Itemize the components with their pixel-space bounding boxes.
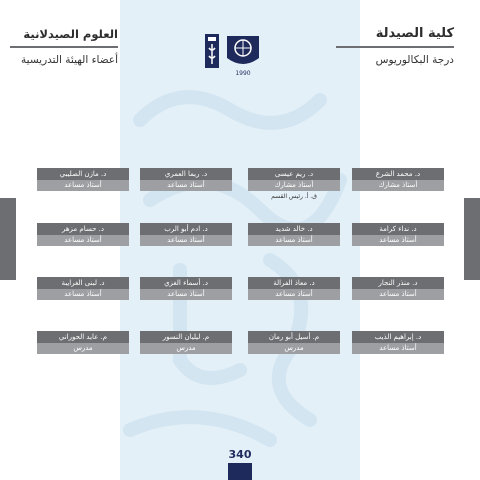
staff-card (352, 277, 444, 300)
staff-card (248, 223, 340, 246)
staff-title: أستاذ مساعد (248, 289, 340, 300)
staff-title: أستاذ مساعد (352, 289, 444, 300)
staff-title: أستاذ مساعد (140, 180, 232, 191)
staff-title: أستاذ مساعد (248, 235, 340, 246)
section-title: أعضاء الهيئة التدريسية (21, 54, 118, 66)
staff-title: أستاذ مساعد (352, 343, 444, 354)
department-divider (10, 46, 118, 48)
calligraphy-watermark (120, 60, 360, 460)
staff-name: د. منذر النجار (352, 277, 444, 289)
staff-card (248, 331, 340, 354)
staff-card (352, 223, 444, 246)
staff-name: د. معاذ الفرالة (248, 277, 340, 289)
staff-title: أستاذ مساعد (37, 235, 129, 246)
staff-name: د. نداء كرامة (352, 223, 444, 235)
staff-card (140, 331, 232, 354)
staff-card (37, 331, 129, 354)
page-number-bar (228, 463, 252, 480)
staff-name: د. ريما العمري (140, 168, 232, 180)
staff-name: د. أسماء الغزي (140, 277, 232, 289)
staff-name: م. عايد الحوراني (37, 331, 129, 343)
staff-title: أستاذ مساعد (37, 180, 129, 191)
staff-title: أستاذ مساعد (140, 289, 232, 300)
staff-card (140, 168, 232, 191)
staff-title: أستاذ مساعد (140, 235, 232, 246)
staff-title: أستاذ مشارك (352, 180, 444, 191)
staff-name: د. خالد شديد (248, 223, 340, 235)
staff-card (248, 277, 340, 300)
faculty-divider (336, 46, 454, 48)
department-header (10, 26, 118, 67)
staff-title: أستاذ مساعد (37, 289, 129, 300)
staff-card (140, 277, 232, 300)
university-logo (201, 26, 279, 76)
staff-name: د. محمد الشرع (352, 168, 444, 180)
staff-title: مدرس (140, 343, 232, 354)
logo-year: 1990 (235, 70, 251, 76)
faculty-header (336, 26, 454, 67)
left-side-tab (0, 198, 16, 280)
staff-name: د. مازن الصليبي (37, 168, 129, 180)
staff-card (37, 168, 129, 191)
staff-name: د. حسام مزهر (37, 223, 129, 235)
degree-title: درجة البكالوريوس (375, 54, 454, 66)
staff-card (352, 331, 444, 354)
staff-card (248, 168, 340, 200)
faculty-title: كلية الصيدلة (375, 26, 454, 41)
staff-card (37, 277, 129, 300)
staff-name: د. إبراهيم الذيب (352, 331, 444, 343)
staff-card (352, 168, 444, 191)
staff-name: م. ليليان النسور (140, 331, 232, 343)
page-number: 340 (228, 448, 252, 461)
staff-title: مدرس (37, 343, 129, 354)
staff-name: م. أسيل أبو رمان (248, 331, 340, 343)
staff-title: مدرس (248, 343, 340, 354)
staff-card (37, 223, 129, 246)
staff-name: د. ريم عيسى (248, 168, 340, 180)
staff-name: د. لبنى الغرايبة (37, 277, 129, 289)
staff-title: أستاذ مساعد (352, 235, 444, 246)
department-title: العلوم الصيدلانية (23, 27, 118, 41)
staff-name: د. ادم أبو الرب (140, 223, 232, 235)
staff-note: ق. أ. رئيس القسم (271, 193, 317, 200)
right-side-tab (464, 198, 480, 280)
staff-card (140, 223, 232, 246)
staff-title: أستاذ مشارك (248, 180, 340, 191)
